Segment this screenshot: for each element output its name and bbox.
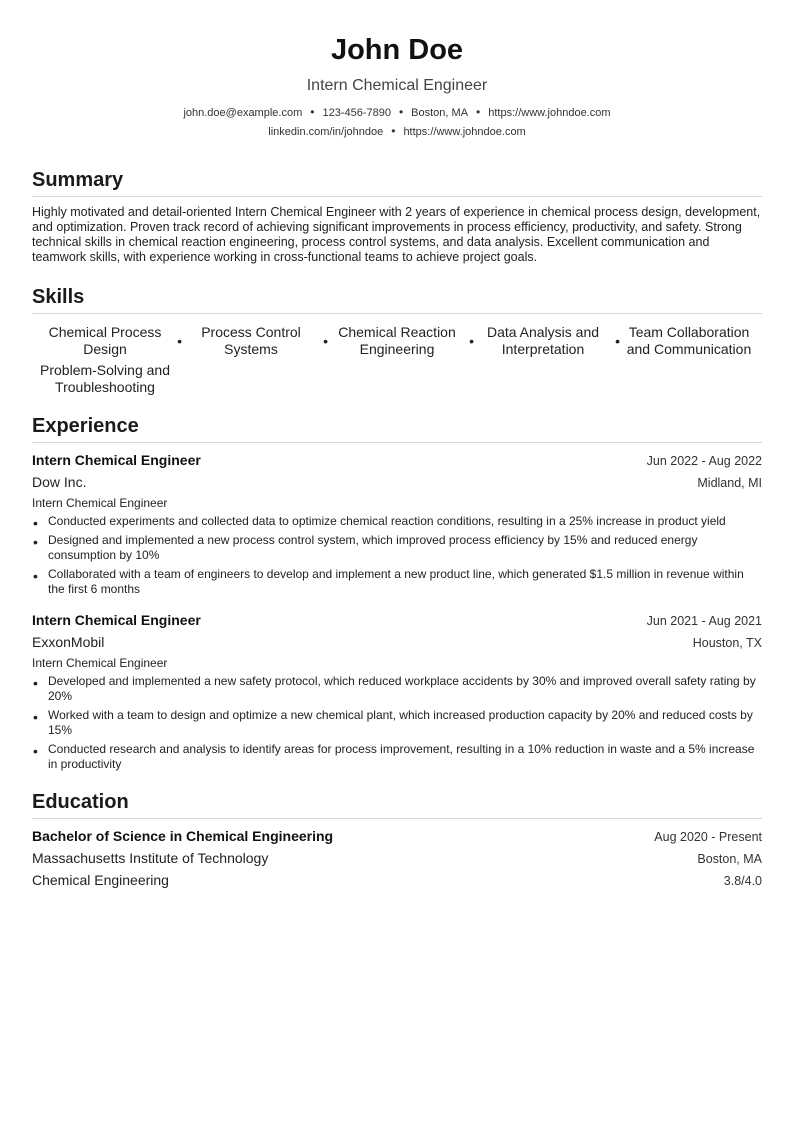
bullet-text: Worked with a team to design and optimize a new chemical plant, which increased production capacity by 20% and reduced costs by 15% [48,708,753,737]
job-bullet [32,674,762,704]
bullet-icon: • [33,709,38,725]
skill-label: Team Collaboration and Communication [626,324,752,357]
education-heading: Education [32,788,762,819]
education-dates: Aug 2020 - Present [654,830,762,844]
job-company-row [32,471,762,494]
email-link[interactable]: john.doe@example.com [183,107,303,119]
bullet-text: Developed and implemented a new safety protocol, which reduced workplace accidents by 30% and improved overall safety rating by 20% [48,674,756,703]
skill-item [616,322,762,360]
skill-separator: • [323,333,328,349]
linkedin-link[interactable]: linkedin.com/in/johndoe [268,126,384,138]
skill-label: Chemical Reaction Engineering [338,324,456,357]
contact-separator: • [391,124,396,138]
bullet-text: Collaborated with a team of engineers to develop and implement a new product line, which generated $1.5 million in revenue within the first 6 months [48,567,744,596]
skill-label: Chemical Process Design [48,324,162,357]
resume-page [32,30,762,892]
contact-row-1 [32,103,762,122]
skill-separator: • [615,333,620,349]
bullet-text: Conducted research and analysis to identify areas for process improvement, resulting in a 10% reduction in waste and a 5% increase in productivity [48,742,755,771]
skill-item [470,322,620,360]
school-name: Massachusetts Institute of Technology [32,850,269,866]
job-bullet [32,742,762,772]
job-bullets [32,674,762,772]
degree-row [32,827,762,848]
job-bullet [32,533,762,563]
skills-heading: Skills [32,283,762,314]
job-dates: Jun 2021 - Aug 2021 [646,614,762,628]
skill-item [324,322,474,360]
education-entry [32,827,762,892]
job-bullet [32,514,762,529]
bullet-text: Conducted experiments and collected data to optimize chemical reaction conditions, resulting in a 25% increase in product yield [48,514,726,528]
skills-grid [32,322,762,398]
school-row [32,848,762,870]
degree-title: Bachelor of Science in Chemical Engineering [32,828,334,844]
job-dates: Jun 2022 - Aug 2022 [646,454,762,468]
summary-heading: Summary [32,166,762,197]
skill-item [178,322,328,360]
skill-label: Problem-Solving and Troubleshooting [40,362,170,395]
education-section [32,788,762,892]
job-title-row [32,451,762,471]
job-bullet [32,708,762,738]
candidate-name: John Doe [330,34,464,66]
job-title: Intern Chemical Engineer [32,612,201,628]
school-location: Boston, MA [697,852,762,866]
skill-separator: • [177,333,182,349]
phone-text[interactable]: 123-456-7890 [322,107,391,119]
job-title: Intern Chemical Engineer [32,452,201,468]
bullet-icon: • [33,743,38,759]
bullet-icon: • [33,534,38,550]
contact-separator: • [310,105,315,119]
job-location: Houston, TX [692,636,762,650]
job-company: Dow Inc. [32,474,87,490]
skill-label: Process Control Systems [201,324,301,357]
skill-separator: • [469,333,474,349]
experience-section [32,412,762,772]
contact-separator: • [476,105,481,119]
experience-heading: Experience [32,412,762,443]
skill-item [32,322,182,360]
job-entry [32,451,762,597]
website-link[interactable]: https://www.johndoe.com [488,107,611,119]
summary-section [32,166,762,265]
job-location: Midland, MI [697,476,762,490]
candidate-headline: Intern Chemical Engineer [306,77,488,94]
job-bullets [32,514,762,597]
contact-separator: • [398,105,404,119]
field-row [32,870,762,892]
skill-label: Data Analysis and Interpretation [486,324,600,357]
skills-section [32,283,762,398]
job-bullet [32,567,762,597]
website-link-secondary[interactable]: https://www.johndoe.com [403,126,526,138]
bullet-icon: • [33,568,38,584]
job-company: ExxonMobil [32,634,105,650]
gpa-value: 3.8/4.0 [723,874,762,888]
bullet-icon: • [33,675,38,691]
summary-text: Highly motivated and detail-oriented Intern Chemical Engineer with 2 years of experience in chemical process design, development, and optimization. Proven track record of achieving significant improvements in process efficiency, productivity, and safety. Strong technical skills in chemical reaction engineering, process control systems, and data analysis. Excellent communication and teamwork skills, with experience working in cross-functional teams to achieve project goals. [32,205,761,264]
resume-header [32,30,762,141]
bullet-icon: • [33,515,38,531]
job-entry [32,611,762,772]
job-role: Intern Chemical Engineer [32,656,168,670]
contact-row-2 [32,122,762,141]
job-company-row [32,631,762,654]
job-role: Intern Chemical Engineer [32,496,168,510]
location-text: Boston, MA [411,107,469,119]
skill-item [32,360,178,398]
bullet-text: Designed and implemented a new process control system, which improved process efficiency by 15% and reduced energy consumption by 10% [48,533,698,562]
field-of-study: Chemical Engineering [32,872,169,888]
job-title-row [32,611,762,631]
